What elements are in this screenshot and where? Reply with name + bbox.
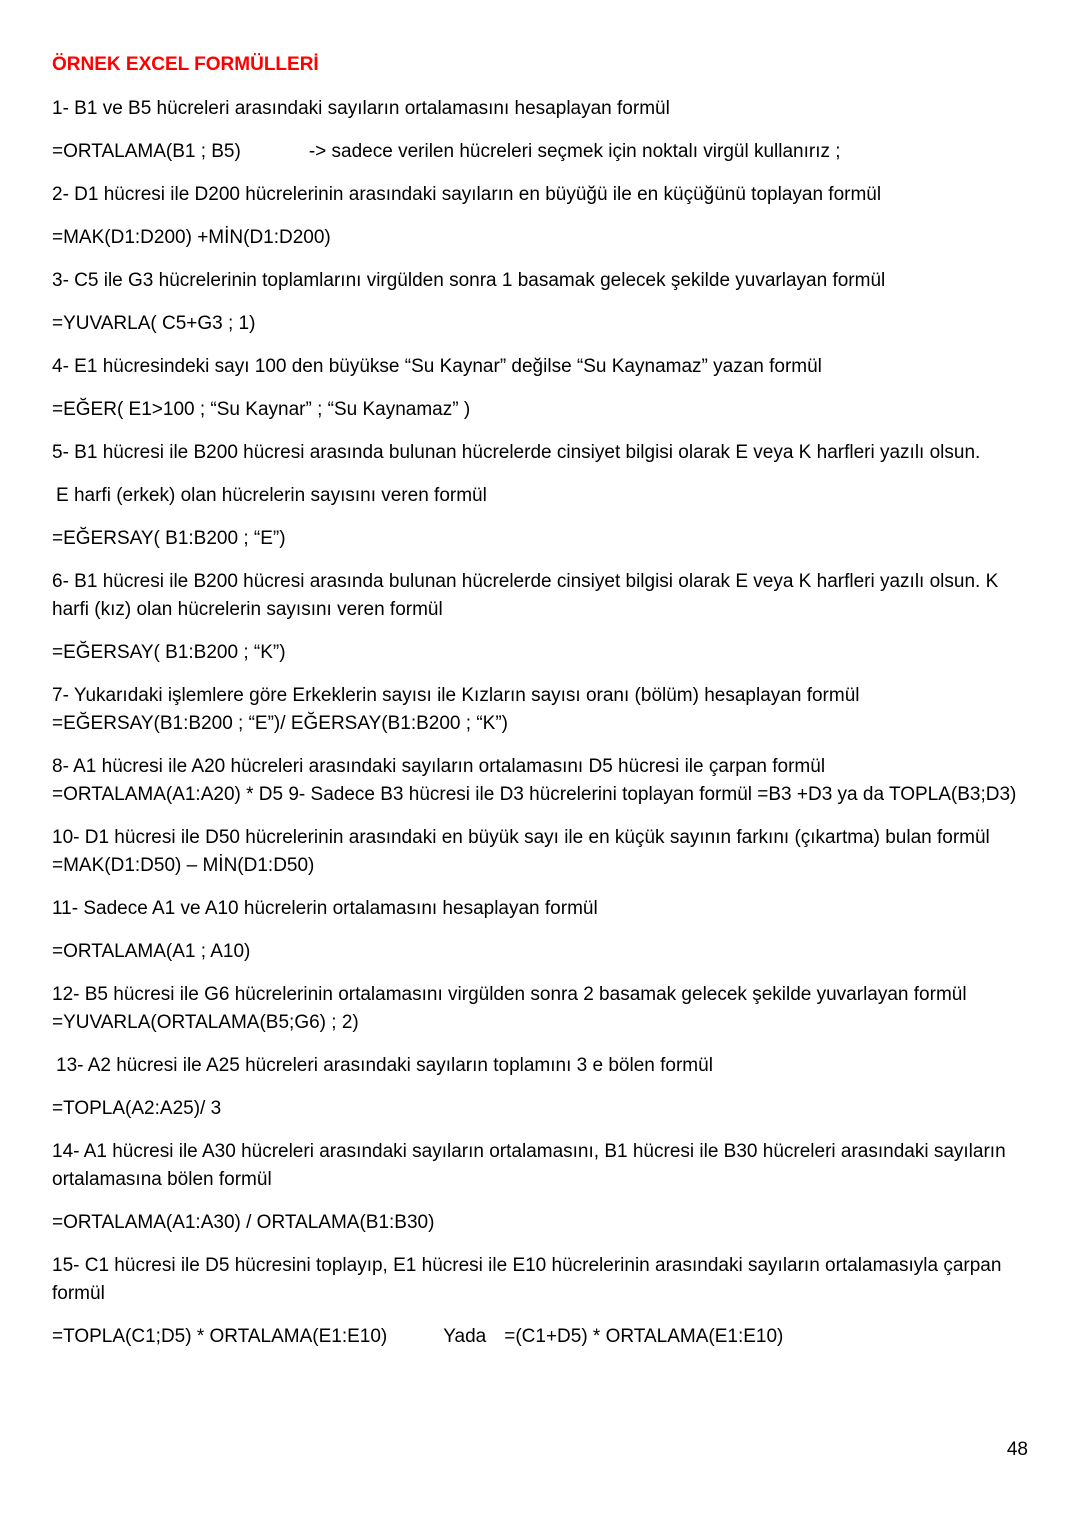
page-number: 48 [1006,1439,1028,1460]
item-12 [52,981,1037,1037]
page-title: ÖRNEK EXCEL FORMÜLLERİ [52,54,319,75]
question-5: 5- B1 hücresi ile B200 hücresi arasında bulunan hücrelerde cinsiyet bilgisi olarak E veya K harfleri yazılı olsun. [52,442,981,463]
formula-10: =MAK(D1:D50) – MİN(D1:D50) [52,855,315,876]
formula-11: =ORTALAMA(A1 ; A10) [52,941,251,962]
formula-4: =EĞER( E1>100 ; “Su Kaynar” ; “Su Kaynamaz” ) [52,399,471,420]
question-7: 7- Yukarıdaki işlemlere göre Erkeklerin sayısı ile Kızların sayısı oranı (bölüm) hesaplayan formül [52,685,860,706]
question-14: 14- A1 hücresi ile A30 hücreleri arasındaki sayıların ortalamasını, B1 hücresi ile B30 hücreleri arasındaki sayıların ortalamasına bölen formül [52,1141,1006,1190]
formula-13: =TOPLA(A2:A25)/ 3 [52,1098,222,1119]
formula-8: =ORTALAMA(A1:A20) * D5 9- Sadece B3 hücresi ile D3 hücrelerini toplayan formül =B3 +D3 ya da TOPLA(B3;D3) [52,784,1017,805]
item-10 [52,824,1037,880]
formula-15-text: =TOPLA(C1;D5) * ORTALAMA(E1:E10) [52,1326,388,1347]
formula-6: =EĞERSAY( B1:B200 ; “K”) [52,642,286,663]
question-6: 6- B1 hücresi ile B200 hücresi arasında bulunan hücrelerde cinsiyet bilgisi olarak E veya K harfleri yazılı olsun. K harfi (kız) olan hücrelerin sayısını veren formül [52,571,999,620]
formula-3: =YUVARLA( C5+G3 ; 1) [52,313,256,334]
question-11: 11- Sadece A1 ve A10 hücrelerin ortalamasını hesaplayan formül [52,898,598,919]
document-page [52,50,1037,1366]
formula-14: =ORTALAMA(A1:A30) / ORTALAMA(B1:B30) [52,1212,435,1233]
item-7 [52,682,1037,738]
formula-5: =EĞERSAY( B1:B200 ; “E”) [52,528,286,549]
item-8 [52,753,1037,809]
question-3: 3- C5 ile G3 hücrelerinin toplamlarını virgülden sonra 1 basamak gelecek şekilde yuvarlayan formül [52,270,886,291]
formula-15-alt-label: Yada [443,1326,487,1347]
formula-12: =YUVARLA(ORTALAMA(B5;G6) ; 2) [52,1012,359,1033]
question-4: 4- E1 hücresindeki sayı 100 den büyükse “Su Kaynar” değilse “Su Kaynamaz” yazan formül [52,356,822,377]
question-5-cont: E harfi (erkek) olan hücrelerin sayısını veren formül [56,485,487,506]
formula-1-text: =ORTALAMA(B1 ; B5) [52,141,241,162]
formula-15-alt: =(C1+D5) * ORTALAMA(E1:E10) [504,1326,784,1347]
question-2: 2- D1 hücresi ile D200 hücrelerinin arasındaki sayıların en büyüğü ile en küçüğünü toplayan formül [52,184,882,205]
question-15: 15- C1 hücresi ile D5 hücresini toplayıp, E1 hücresi ile E10 hücrelerinin arasındaki sayıların ortalamasıyla çarpan formül [52,1255,1002,1304]
formula-15 [52,1323,1037,1351]
question-12: 12- B5 hücresi ile G6 hücrelerinin ortalamasını virgülden sonra 2 basamak gelecek şekilde yuvarlayan formül [52,984,967,1005]
formula-7: =EĞERSAY(B1:B200 ; “E”)/ EĞERSAY(B1:B200 ; “K”) [52,713,508,734]
formula-1 [52,138,1037,166]
formula-1-note: -> sadece verilen hücreleri seçmek için noktalı virgül kullanırız ; [308,141,841,162]
question-8: 8- A1 hücresi ile A20 hücreleri arasındaki sayıların ortalamasını D5 hücresi ile çarpan formül [52,756,826,777]
question-1: 1- B1 ve B5 hücreleri arasındaki sayıların ortalamasını hesaplayan formül [52,98,670,119]
question-10: 10- D1 hücresi ile D50 hücrelerinin arasındaki en büyük sayı ile en küçük sayının farkını (çıkartma) bulan formül [52,827,990,848]
question-13: 13- A2 hücresi ile A25 hücreleri arasındaki sayıların toplamını 3 e bölen formül [56,1055,713,1076]
formula-2: =MAK(D1:D200) +MİN(D1:D200) [52,227,331,248]
